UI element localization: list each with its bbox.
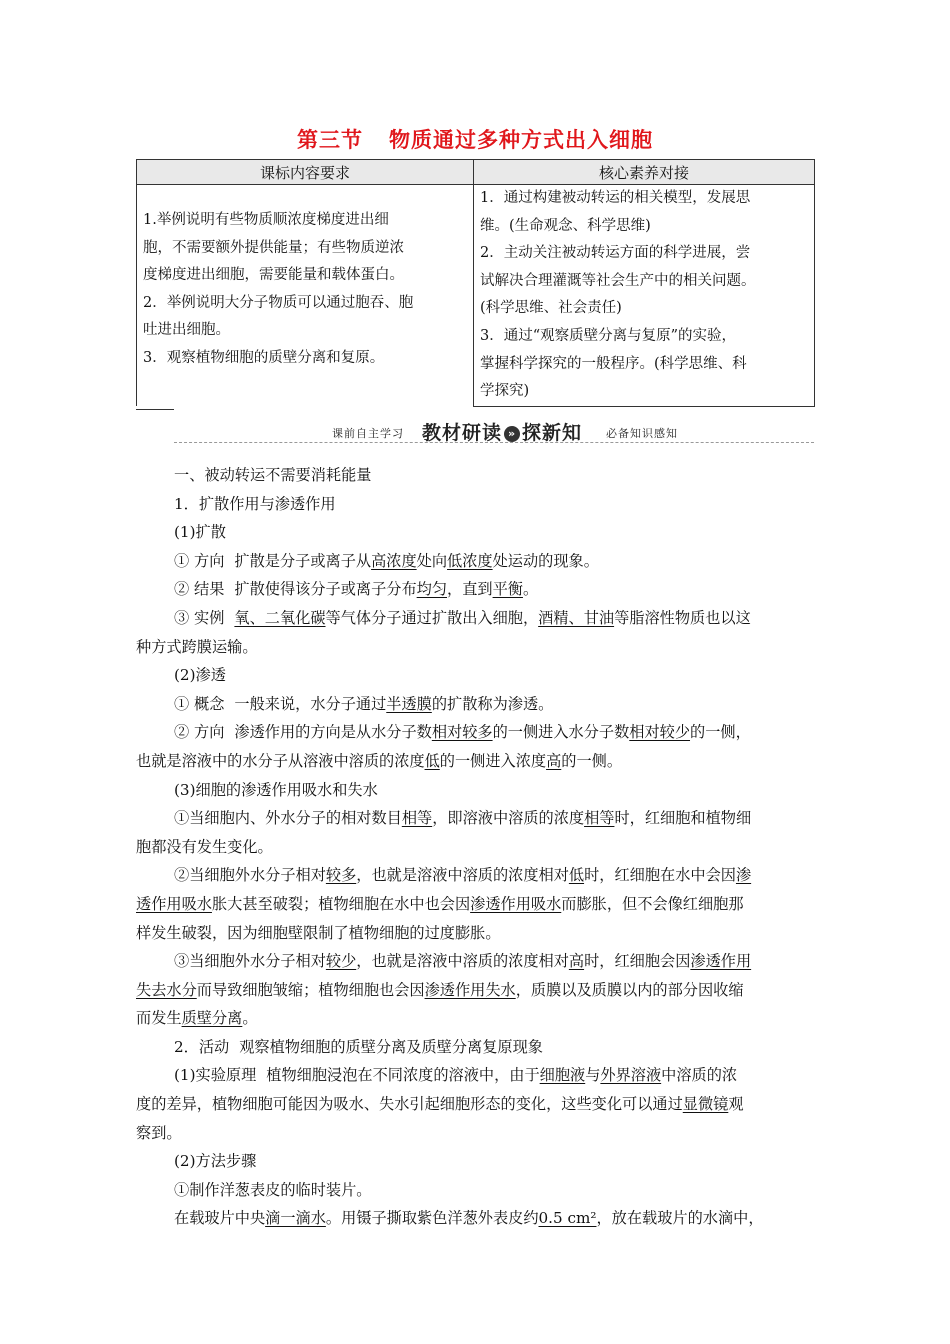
table-header-requirements: 课标内容要求 — [137, 160, 474, 185]
banner-left-label: 课前自主学习 — [332, 427, 404, 440]
para-example: ③ 实例 氧、二氧化碳等气体分子通过扩散出入细胞，酒精、甘油等脂溶性物质也以这 — [174, 608, 751, 627]
para-less-water: ③当细胞外水分子相对较少，也就是溶液中溶质的浓度相对高时，红细胞会因渗透作用 — [174, 952, 752, 971]
para-equal: ①当细胞内、外水分子的相对数目相等，即溶液中溶质的浓度相等时，红细胞和植物细 — [174, 809, 752, 828]
para-concept: ① 概念 一般来说，水分子通过半透膜的扩散称为渗透。 — [174, 694, 554, 713]
page-title: 第三节 物质通过多种方式出入细胞 — [297, 128, 653, 152]
heading-diffusion: (1)扩散 — [174, 523, 226, 542]
double-chevron-icon: » — [504, 426, 520, 442]
requirements-cell: 1.举例说明有些物质顺浓度梯度进出细 胞，不需要额外提供能量；有些物质逆浓 度梯度进出细胞，需要能量和载体蛋白。 2．举例说明大分子物质可以通过胞吞、胞 吐进出细胞。 3．观察植物细胞的质壁分离和复原。 — [137, 185, 474, 407]
para-result: ② 结果 扩散使得该分子或离子分布均匀，直到平衡。 — [174, 580, 539, 599]
para-principle: (1)实验原理 植物细胞浸泡在不同浓度的溶液中，由于细胞液与外界溶液中溶质的浓 — [174, 1066, 738, 1085]
para-direction: ① 方向 扩散是分子或离子从高浓度处向低浓度处运动的现象。 — [174, 551, 599, 570]
heading-1-1: 1．扩散作用与渗透作用 — [174, 494, 336, 513]
para-osmosis-direction: ② 方向 渗透作用的方向是从水分子数相对较多的一侧进入水分子数相对较少的一侧， — [174, 723, 751, 742]
heading-cell-osmosis: (3)细胞的渗透作用吸水和失水 — [174, 780, 378, 799]
body-text: 一、被动转运不需要消耗能量 1．扩散作用与渗透作用 (1)扩散 ① 方向 扩散是分子或离子从高浓度处向低浓度处运动的现象。 ② 结果 扩散使得该分子或离子分布均匀，直到平衡。 ③ 实例 氧、二氧化碳等气体分子通过扩散出入细胞，酒精、甘油等脂溶性物质也以这 种方式跨膜运输。 (2)渗透 ① 概念 一般来说，水分子通过半透膜的扩散称为渗透。 ② 方向 渗透作用的方向是从水分子数相对较多的一侧进入水分子数相对较少的一侧， 也就是溶液中的水分子从溶液中溶质的浓度低的一侧进入浓度高的一侧。 (3)细胞的渗透作用吸水和失水 ①当细胞内、外水分子的相对数目相等，即溶液中溶质的浓度相等时，红细胞和植物细 胞都没有发生变化。 ②当细胞外水分子相对较多，也就是溶液中溶质的浓度相对低时，红细胞在水中会因渗 透作用吸水胀大甚至破裂；植物细胞在水中也会因渗透作用吸水而膨胀，但不会像红细胞那 样发生破裂，因为细胞壁限制了植物细胞的过度膨胀。 ③当细胞外水分子相对较少，也就是溶液中溶质的浓度相对高时，红细胞会因渗透作用 失去水分而导致细胞皱缩；植物细胞也会因渗透作用失水，质膜以及质膜以内的部分因收缩 而发生质壁分离。 2．活动 观察植物细胞的质壁分离及质壁分离复原现象 (1)实验原理 植物细胞浸泡在不同浓度的溶液中，由于细胞液与外界溶液中溶质的浓 度的差异，植物细胞可能因为吸水、失水引起细胞形态的变化，这些变化可以通过显微镜观 察到。 (2)方法步骤 ①制作洋葱表皮的临时装片。 在载玻片中央滴一滴水。用镊子撕取紫色洋葱外表皮约0.5 cm²，放在载玻片的水滴中， — [136, 461, 815, 1233]
table-bottom-rule — [136, 409, 174, 410]
heading-osmosis: (2)渗透 — [174, 666, 226, 685]
table-header-competencies: 核心素养对接 — [474, 160, 815, 185]
banner-heading: 教材研读 » 探新知 — [422, 422, 583, 444]
heading-method: (2)方法步骤 — [174, 1152, 257, 1171]
section-banner — [174, 418, 814, 450]
curriculum-table — [136, 159, 815, 407]
para-step-1: ①制作洋葱表皮的临时装片。 — [174, 1180, 372, 1199]
para-step-1-detail: 在载玻片中央滴一滴水。用镊子撕取紫色洋葱外表皮约0.5 cm²，放在载玻片的水滴中， — [174, 1209, 764, 1228]
heading-1: 一、被动转运不需要消耗能量 — [174, 466, 372, 484]
competencies-cell: 1．通过构建被动转运的相关模型，发展思 维。(生命观念、科学思维) 2．主动关注被动转运方面的科学进展，尝 试解决合理灌溉等社会生产中的相关问题。 (科学思维、社会责任) 3．通过“观察质壁分离与复原”的实验， 掌握科学探究的一般程序。(科学思维、科 学探究) — [474, 185, 815, 407]
para-more-water: ②当细胞外水分子相对较多，也就是溶液中溶质的浓度相对低时，红细胞在水中会因渗 — [174, 866, 752, 885]
heading-activity: 2．活动 观察植物细胞的质壁分离及质壁分离复原现象 — [174, 1037, 543, 1056]
banner-right-label: 必备知识感知 — [606, 427, 678, 440]
